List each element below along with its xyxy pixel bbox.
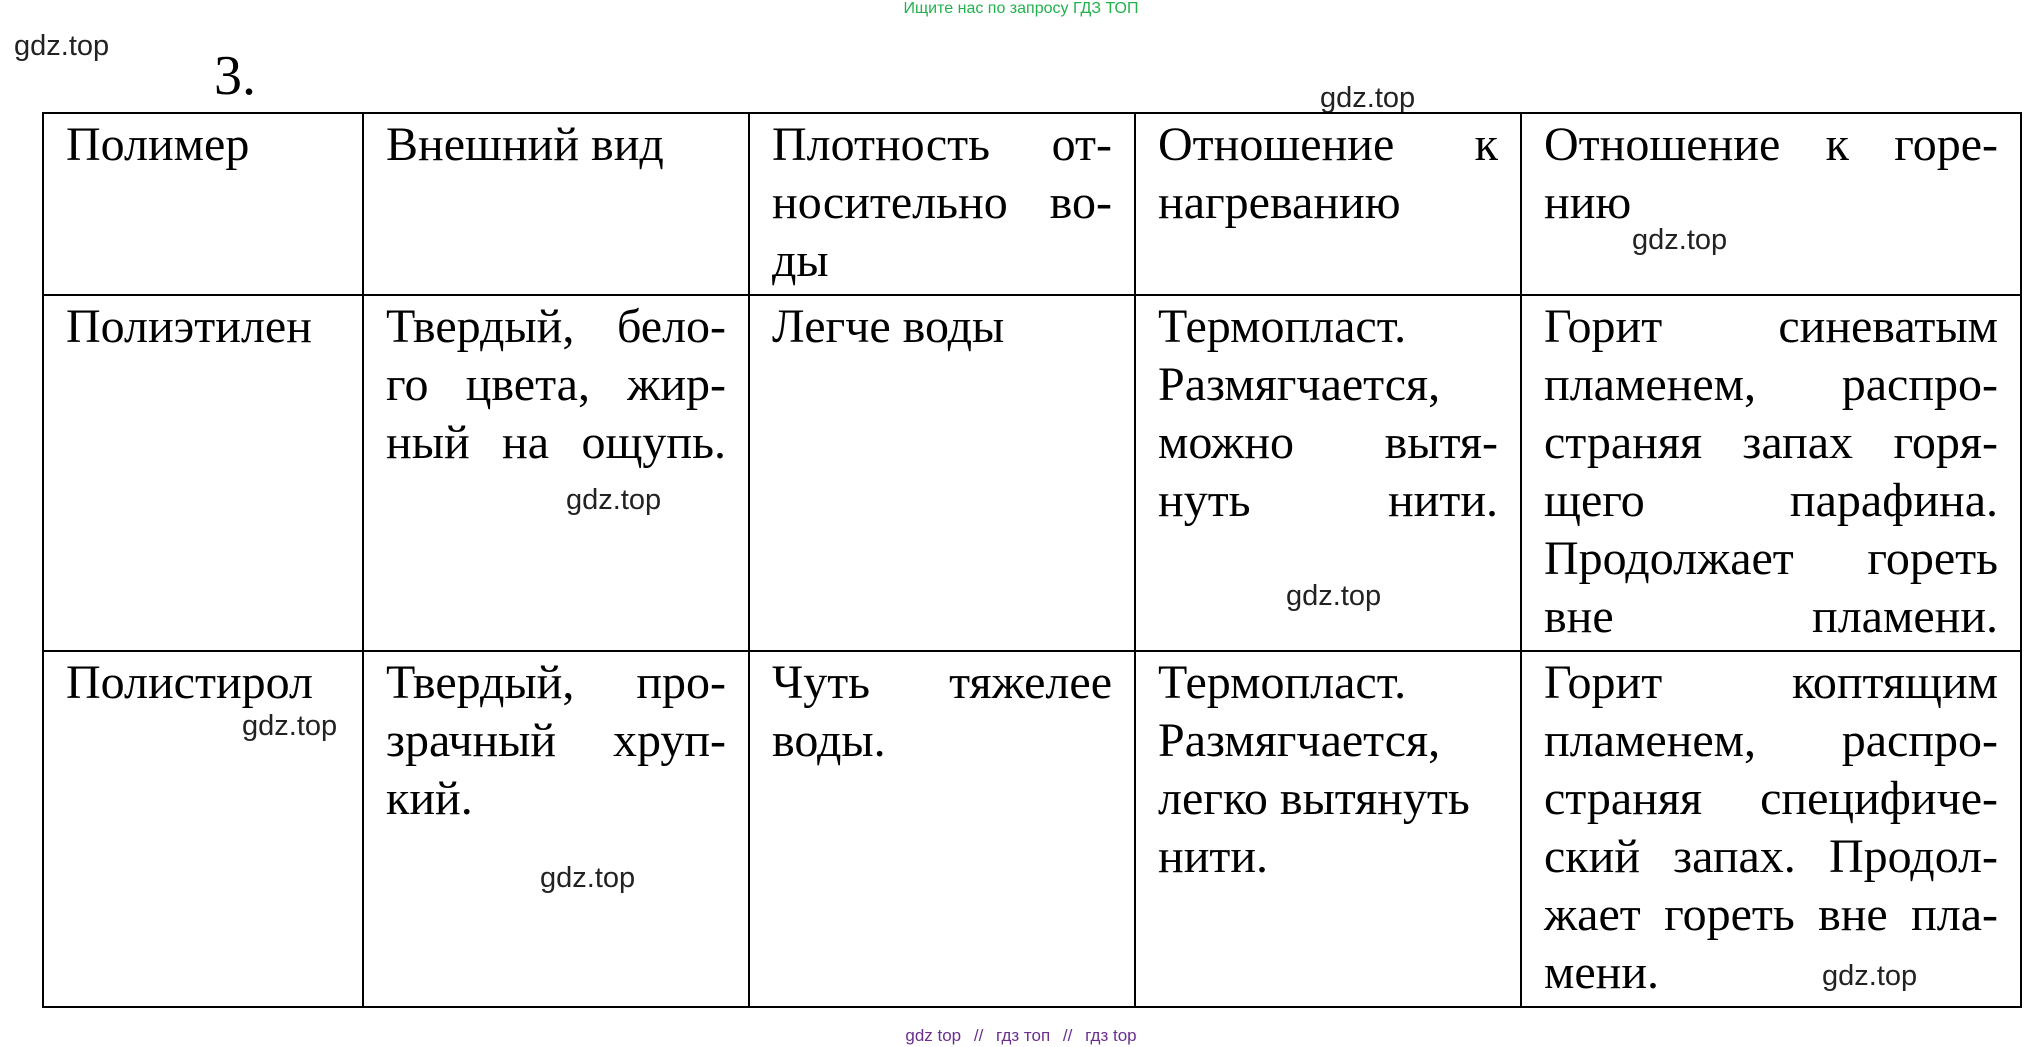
header-heating: Отношение к нагреванию — [1135, 113, 1521, 295]
footer-links — [0, 1026, 2042, 1046]
cell-burning: Горит синеватым пламенем, распро-страняя запах горя-щего парафина. Продолжает гореть вне пламени. — [1521, 295, 2021, 651]
footer-link-gdz-top-mixed[interactable]: гдз top — [1085, 1026, 1137, 1045]
task-number: 3. — [214, 45, 256, 107]
cell-burning: Горит коптящим пламенем, распро-страняя специфиче-ский запах. Продол-жает гореть вне пла-мени. — [1521, 651, 2021, 1007]
header-appearance: Внешний вид — [363, 113, 749, 295]
watermark: gdz.top — [1320, 82, 1416, 114]
header-burning: Отношение к горе-нию — [1521, 113, 2021, 295]
footer-link-gdz-top-ru[interactable]: гдз топ — [996, 1026, 1051, 1045]
polymer-properties-table — [42, 112, 2022, 1008]
header-polymer: Полимер — [43, 113, 363, 295]
cell-density: Легче воды — [749, 295, 1135, 651]
watermark: gdz.top — [1632, 224, 1728, 256]
footer-separator: // — [973, 1026, 984, 1045]
cell-density: Чуть тяжелее воды. — [749, 651, 1135, 1007]
cell-polymer-name: Полиэтилен — [43, 295, 363, 651]
footer-separator: // — [1062, 1026, 1073, 1045]
table-row — [43, 295, 2021, 651]
watermark: gdz.top — [566, 484, 662, 516]
top-banner-link[interactable]: Ищите нас по запросу ГДЗ ТОП — [903, 0, 1139, 17]
cell-heating: Термопласт. Размягчается, легко вытянуть нити. — [1135, 651, 1521, 1007]
cell-heating: Термопласт. Размягчается, можно вытя-нуть нити. — [1135, 295, 1521, 651]
table-header-row — [43, 113, 2021, 295]
watermark: gdz.top — [540, 862, 636, 894]
footer-link-gdz-top[interactable]: gdz top — [905, 1026, 962, 1045]
watermark: gdz.top — [14, 30, 110, 62]
watermark: gdz.top — [242, 710, 338, 742]
header-density: Плотность от-носительно во-ды — [749, 113, 1135, 295]
cell-polymer-name: Полистирол — [43, 651, 363, 1007]
watermark: gdz.top — [1822, 960, 1918, 992]
cell-appearance: Твердый, бело-го цвета, жир-ный на ощупь. — [363, 295, 749, 651]
table-row — [43, 651, 2021, 1007]
watermark: gdz.top — [1286, 580, 1382, 612]
cell-appearance: Твердый, про-зрачный хруп-кий. — [363, 651, 749, 1007]
